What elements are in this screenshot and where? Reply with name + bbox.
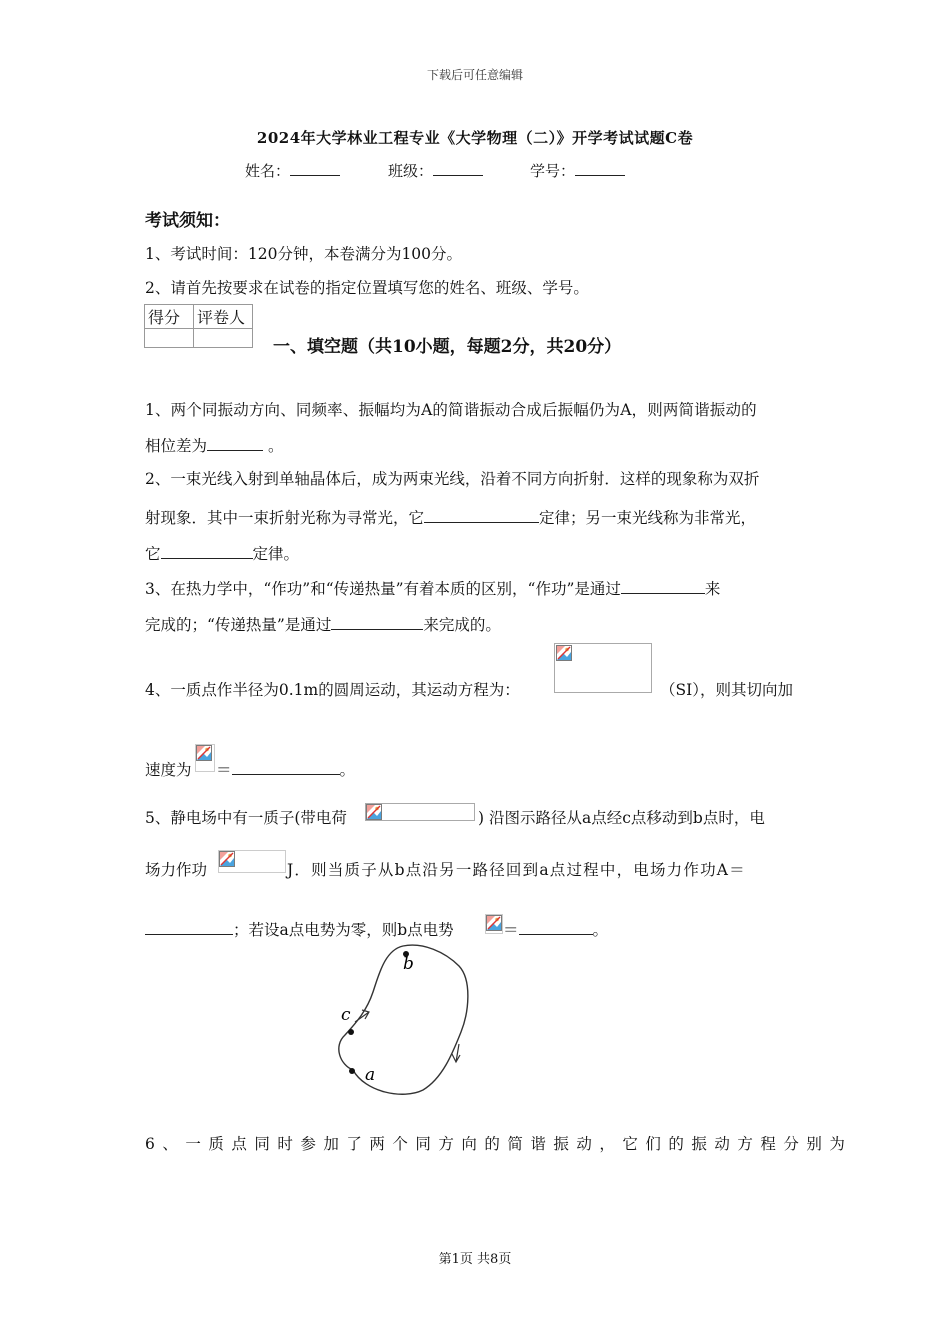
broken-image-icon [486,915,502,931]
q4-accel-image [195,744,215,772]
q5-blank-1[interactable] [145,919,233,935]
broken-image-icon [556,645,572,661]
score-cell[interactable] [145,329,194,348]
q3-text-d: 来完成的。 [423,616,501,634]
arrow-ac [355,1010,369,1022]
q4-equals: ＝ [216,761,232,779]
section-title: 一、填空题（共10小题，每题2分，共20分） [273,337,622,357]
q5-line3 [145,918,454,940]
q3-blank-1[interactable] [621,578,705,594]
q4-text-a: 4、一质点作半径为0.1m的圆周运动，其运动方程为： [145,681,520,699]
score-header: 得分 [145,305,194,329]
q1-text-b: 。 [267,437,284,455]
header-note: 下载后可任意编辑 [426,68,523,82]
broken-image-icon [366,804,382,820]
q1-blank[interactable] [207,435,263,451]
q4-blank[interactable] [232,759,340,775]
q4-text-b: （SI），则其切向加 [660,681,793,699]
q2-blank-2[interactable] [161,543,253,559]
id-blank[interactable] [575,160,625,176]
class-field [388,160,483,181]
path-figure [325,940,475,1102]
label-a: a [365,1065,376,1085]
q3-text-b: 来 [704,580,721,598]
q5-work-image [218,850,286,873]
point-a [349,1068,355,1074]
arrow-ba [452,1044,460,1062]
name-blank[interactable] [290,160,340,176]
notice-item-1: 1、考试时间：120分钟，本卷满分为100分。 [145,245,463,263]
q2-line2 [145,506,756,528]
q5-potential-image [485,914,503,934]
page-footer: 第1页 共8页 [438,1252,512,1267]
q1-line2 [145,434,283,456]
q5-text-d: J．则当质子从b点沿另一路径回到a点过程中，电场力作功A＝ [287,861,746,879]
q5-period: 。 [592,921,609,939]
point-c [348,1029,354,1035]
q5-equals: ＝ [503,921,519,939]
name-field [245,160,340,181]
class-label: 班级： [388,162,434,180]
q3-text-c: 完成的；“传递热量”是通过 [145,616,332,634]
q2-blank-1[interactable] [424,507,539,523]
q3-blank-2[interactable] [331,614,423,630]
q2-text-b: 定律；另一束光线称为非常光， [539,509,757,527]
q4-period: 。 [339,761,356,779]
q6-line1: 6、一质点同时参加了两个同方向的简谐振动，它们的振动方程分别为 [145,1135,853,1153]
q3-line1 [145,577,720,599]
q5-charge-image [365,803,475,821]
q5-text-c: 场力作功 [145,861,208,879]
q3-line2 [145,613,501,635]
class-blank[interactable] [433,160,483,176]
q5-text-e: ；若设a点电势为零，则b点电势 [233,921,454,939]
q5-text-a: 5、静电场中有一质子(带电荷 [145,809,347,827]
score-table [144,304,253,348]
q2-line3 [145,542,299,564]
q5-blank-2[interactable] [519,919,593,935]
q2-line1: 2、一束光线入射到单轴晶体后，成为两束光线，沿着不同方向折射．这样的现象称为双折 [145,470,760,488]
id-label: 学号： [530,162,576,180]
q1-line1: 1、两个同振动方向、同频率、振幅均为A的简谐振动合成后振幅仍为A，则两简谐振动的 [145,401,757,419]
q5-line3-rest [503,918,608,940]
q3-text-a: 3、在热力学中，“作功”和“传递热量”有着本质的区别，“作功”是通过 [145,580,621,598]
exam-title: 2024年大学林业工程专业《大学物理（二）》开学考试试题C卷 [256,129,694,147]
q1-text-a: 相位差为 [145,437,208,455]
q2-text-a: 射现象．其中一束折射光称为寻常光，它 [145,509,425,527]
name-label: 姓名： [245,162,291,180]
notice-heading: 考试须知： [145,211,230,231]
q4-text-c: 速度为 [145,761,192,779]
label-c: c [341,1005,351,1025]
grader-header: 评卷人 [194,305,253,329]
q2-text-c: 它 [145,545,161,563]
q4-equation-image [554,643,652,693]
id-field [530,160,625,181]
label-b: b [403,954,414,974]
broken-image-icon [219,851,235,867]
grader-cell[interactable] [194,329,253,348]
q2-text-d: 定律。 [252,545,300,563]
q4-line2-rest [216,758,355,780]
broken-image-icon [196,745,212,761]
notice-item-2: 2、请首先按要求在试卷的指定位置填写您的姓名、班级、学号。 [145,279,589,297]
q5-text-b: ) 沿图示路径从a点经c点移动到b点时，电 [478,809,765,827]
